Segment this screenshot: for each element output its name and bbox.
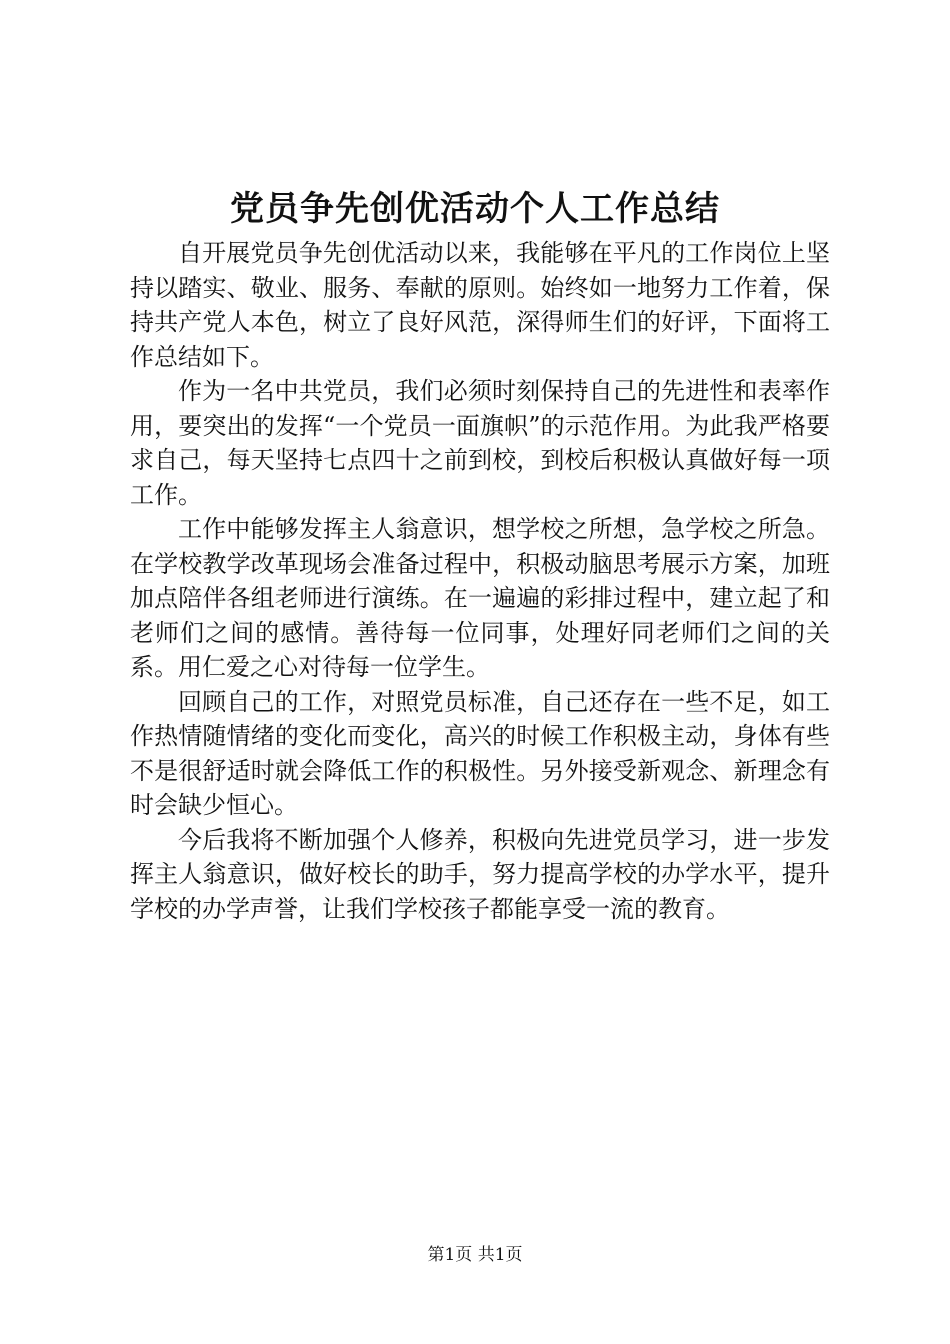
paragraph-2: 作为一名中共党员，我们必须时刻保持自己的先进性和表率作用，要突出的发挥“一个党员一面旗帜”的示范作用。为此我严格要求自己，每天坚持七点四十之前到校，到校后积极认真做好每一项工作。 <box>130 377 830 509</box>
document-title: 党员争先创优活动个人工作总结 <box>230 189 720 229</box>
paragraph-3: 工作中能够发挥主人翁意识，想学校之所想，急学校之所急。在学校教学改革现场会准备过程中，积极动脑思考展示方案，加班加点陪伴各组老师进行演练。在一遍遍的彩排过程中，建立起了和老师们之间的感情。善待每一位同事，处理好同老师们之间的关系。用仁爱之心对待每一位学生。 <box>130 515 830 681</box>
page-number-footer: 第1页 共1页 <box>427 1245 523 1265</box>
paragraph-1: 自开展党员争先创优活动以来，我能够在平凡的工作岗位上坚持以踏实、敬业、服务、奉献的原则。始终如一地努力工作着，保持共产党人本色，树立了良好风范，深得师生们的好评，下面将工作总结如下。 <box>130 239 830 371</box>
document-body <box>130 236 830 926</box>
paragraph-5: 今后我将不断加强个人修养，积极向先进党员学习，进一步发挥主人翁意识，做好校长的助手，努力提高学校的办学水平，提升学校的办学声誉，让我们学校孩子都能享受一流的教育。 <box>130 825 830 923</box>
paragraph-4: 回顾自己的工作，对照党员标准，自己还存在一些不足，如工作热情随情绪的变化而变化，高兴的时候工作积极主动，身体有些不是很舒适时就会降低工作的积极性。另外接受新观念、新理念有时会缺少恒心。 <box>130 687 830 819</box>
